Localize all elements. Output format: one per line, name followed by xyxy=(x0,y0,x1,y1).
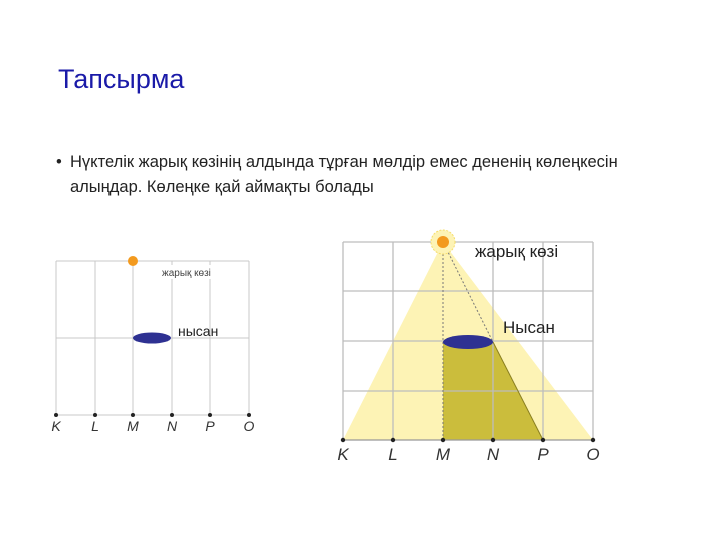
left-point-k: K xyxy=(51,418,61,434)
right-point-m: M xyxy=(435,445,451,464)
left-point-n: N xyxy=(166,418,178,434)
left-point-l: L xyxy=(91,418,99,434)
left-point-p: P xyxy=(205,418,215,434)
bullet-text: Нүктелік жарық көзінің алдында тұрған мөлдір емес дененің көлеңкесін алыңдар. Көлеңке қай аймақты болады xyxy=(70,153,618,196)
left-object xyxy=(133,333,171,344)
left-object-label: нысан xyxy=(178,323,219,339)
right-point-k: K xyxy=(337,445,349,464)
right-point-o: O xyxy=(586,445,600,464)
right-point-l: L xyxy=(388,445,398,464)
right-point-p: P xyxy=(537,445,549,464)
bullet-marker: • xyxy=(56,153,62,171)
slide-title: Тапсырма xyxy=(58,64,185,94)
right-object xyxy=(443,335,493,349)
right-light-label: жарық көзі xyxy=(475,242,559,261)
right-object-label: Нысан xyxy=(503,318,555,337)
right-point-n: N xyxy=(486,445,500,464)
light-source-icon xyxy=(128,256,138,266)
left-point-o: O xyxy=(243,418,255,434)
left-light-label: жарық көзі xyxy=(162,268,211,279)
left-point-m: M xyxy=(127,418,139,434)
light-source-icon xyxy=(437,236,449,248)
